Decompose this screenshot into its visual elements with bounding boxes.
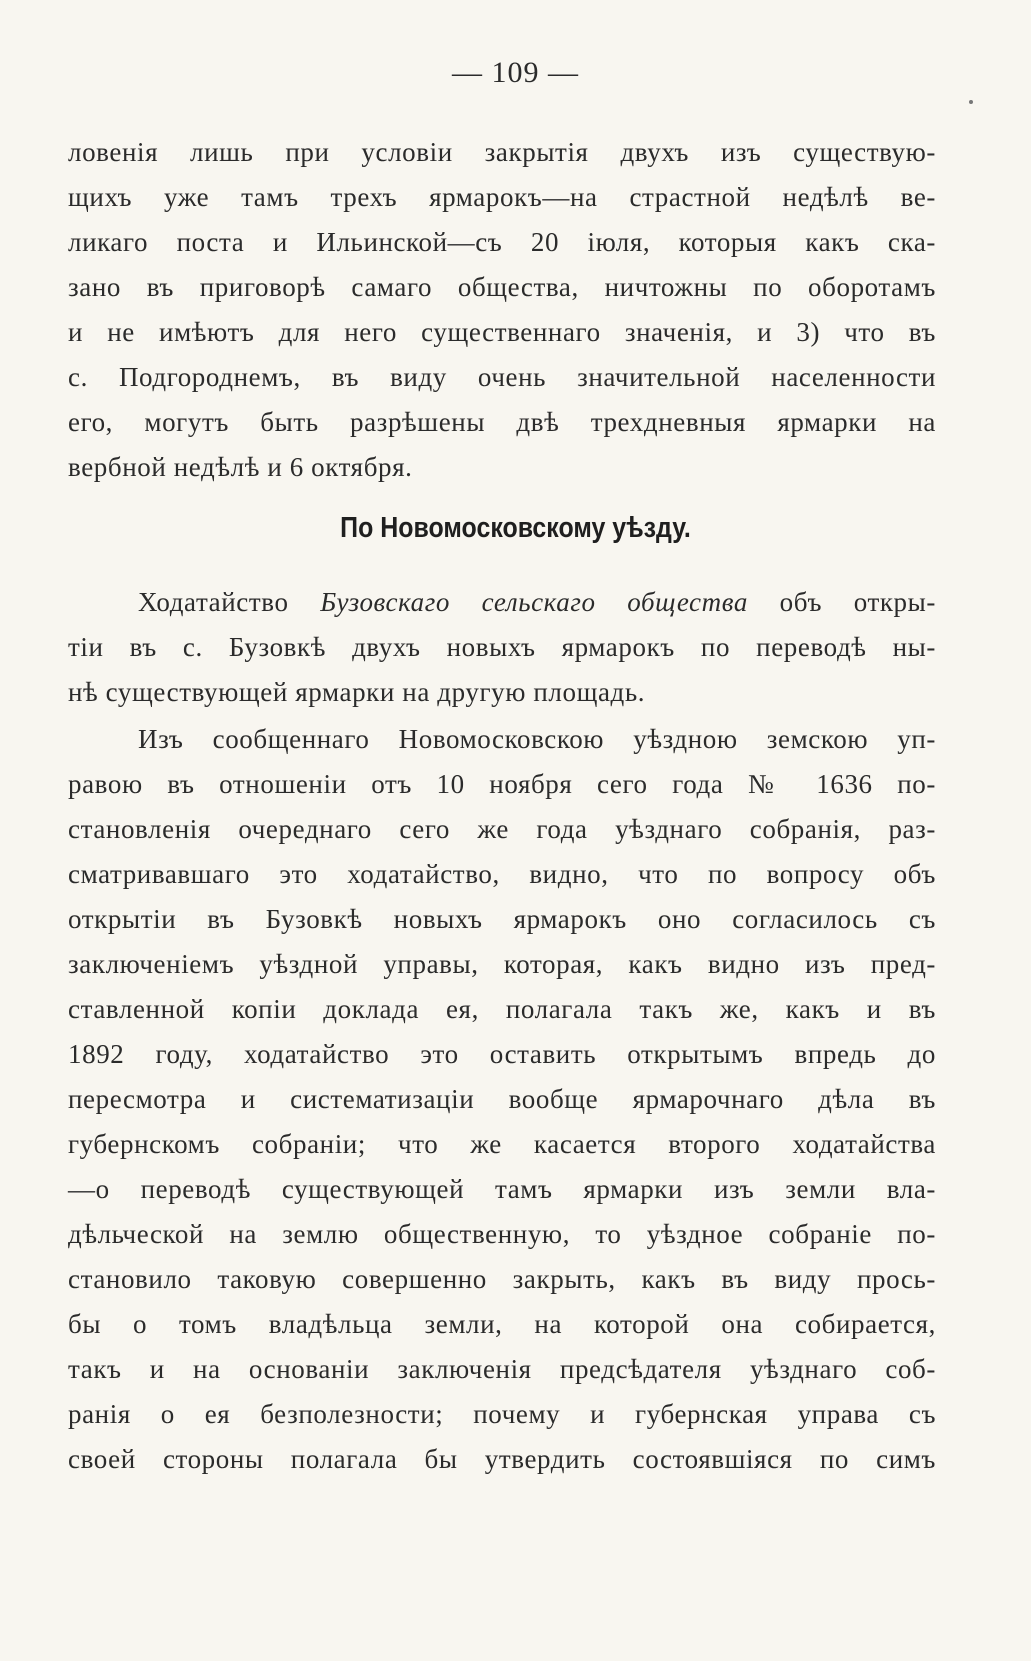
text-line: своей стороны полагала бы утвердить состоявшіяся по симъ	[68, 1444, 936, 1474]
page-number: — 109 —	[452, 56, 579, 89]
text-line: становило таковую совершенно закрыть, какъ въ виду прось-	[68, 1264, 936, 1294]
text-line: ликаго поста и Ильинской—съ 20 іюля, которыя какъ ска-	[68, 227, 936, 257]
text-line: губернскомъ собраніи; что же касается второго ходатайства	[68, 1129, 936, 1159]
petition-title	[68, 580, 936, 715]
page-speck	[969, 100, 973, 104]
text-line: бы о томъ владѣльца земли, на которой она собирается,	[68, 1309, 936, 1339]
text-line: Изъ сообщеннаго Новомосковскою уѣздною земскою уп-	[138, 724, 936, 754]
text-line: такъ и на основаніи заключенія предсѣдателя уѣзднаго соб-	[68, 1354, 936, 1384]
petition-line: тіи въ с. Бузовкѣ двухъ новыхъ ярмарокъ по переводѣ ны-	[68, 632, 936, 662]
text-line: сматривавшаго это ходатайство, видно, что по вопросу объ	[68, 859, 936, 889]
text-line: пересмотра и систематизаціи вообще ярмарочнаго дѣла въ	[68, 1084, 936, 1114]
petition-line: нѣ существующей ярмарки на другую площадь.	[68, 677, 646, 707]
petition-line	[68, 580, 936, 625]
text-line: зано въ приговорѣ самаго общества, ничтожны по оборотамъ	[68, 272, 936, 302]
text-line: с. Подгороднемъ, въ виду очень значительной населенности	[68, 362, 936, 392]
text-line: открытіи въ Бузовкѣ новыхъ ярмарокъ оно согласилось съ	[68, 904, 936, 934]
top-paragraph	[68, 130, 936, 490]
text-line: становленія очереднаго сего же года уѣзднаго собранія, раз-	[68, 814, 936, 844]
text-line: ранія о ея безполезности; почему и губернская управа съ	[68, 1399, 936, 1429]
section-heading: По Новомосковскому уѣзду.	[340, 512, 691, 544]
petition-text: объ откры-	[747, 587, 936, 617]
text-line: 1892 году, ходатайство это оставить открытымъ впредь до	[68, 1039, 936, 1069]
text-line: —о переводѣ существующей тамъ ярмарки изъ земли вла-	[68, 1174, 936, 1204]
text-line: его, могутъ быть разрѣшены двѣ трехдневныя ярмарки на	[68, 407, 936, 437]
text-line: и не имѣютъ для него существеннаго значенія, и 3) что въ	[68, 317, 936, 347]
text-line: вербной недѣлѣ и 6 октября.	[68, 452, 413, 482]
text-line: щихъ уже тамъ трехъ ярмарокъ—на страстной недѣлѣ ве-	[68, 182, 936, 212]
text-line: равою въ отношеніи отъ 10 ноября сего года № 1636 по-	[68, 769, 936, 799]
text-line: ловенія лишь при условіи закрытія двухъ изъ существую-	[68, 137, 936, 167]
text-line: дѣльческой на землю общественную, то уѣздное собраніе по-	[68, 1219, 936, 1249]
text-line: ставленной копіи доклада ея, полагала такъ же, какъ и въ	[68, 994, 936, 1024]
text-line: заключеніемъ уѣздной управы, которая, какъ видно изъ пред-	[68, 949, 936, 979]
petition-text: Ходатайство	[138, 587, 321, 617]
main-paragraph	[68, 717, 936, 1482]
petition-italic: Бузовскаго сельскаго общества	[320, 587, 748, 617]
